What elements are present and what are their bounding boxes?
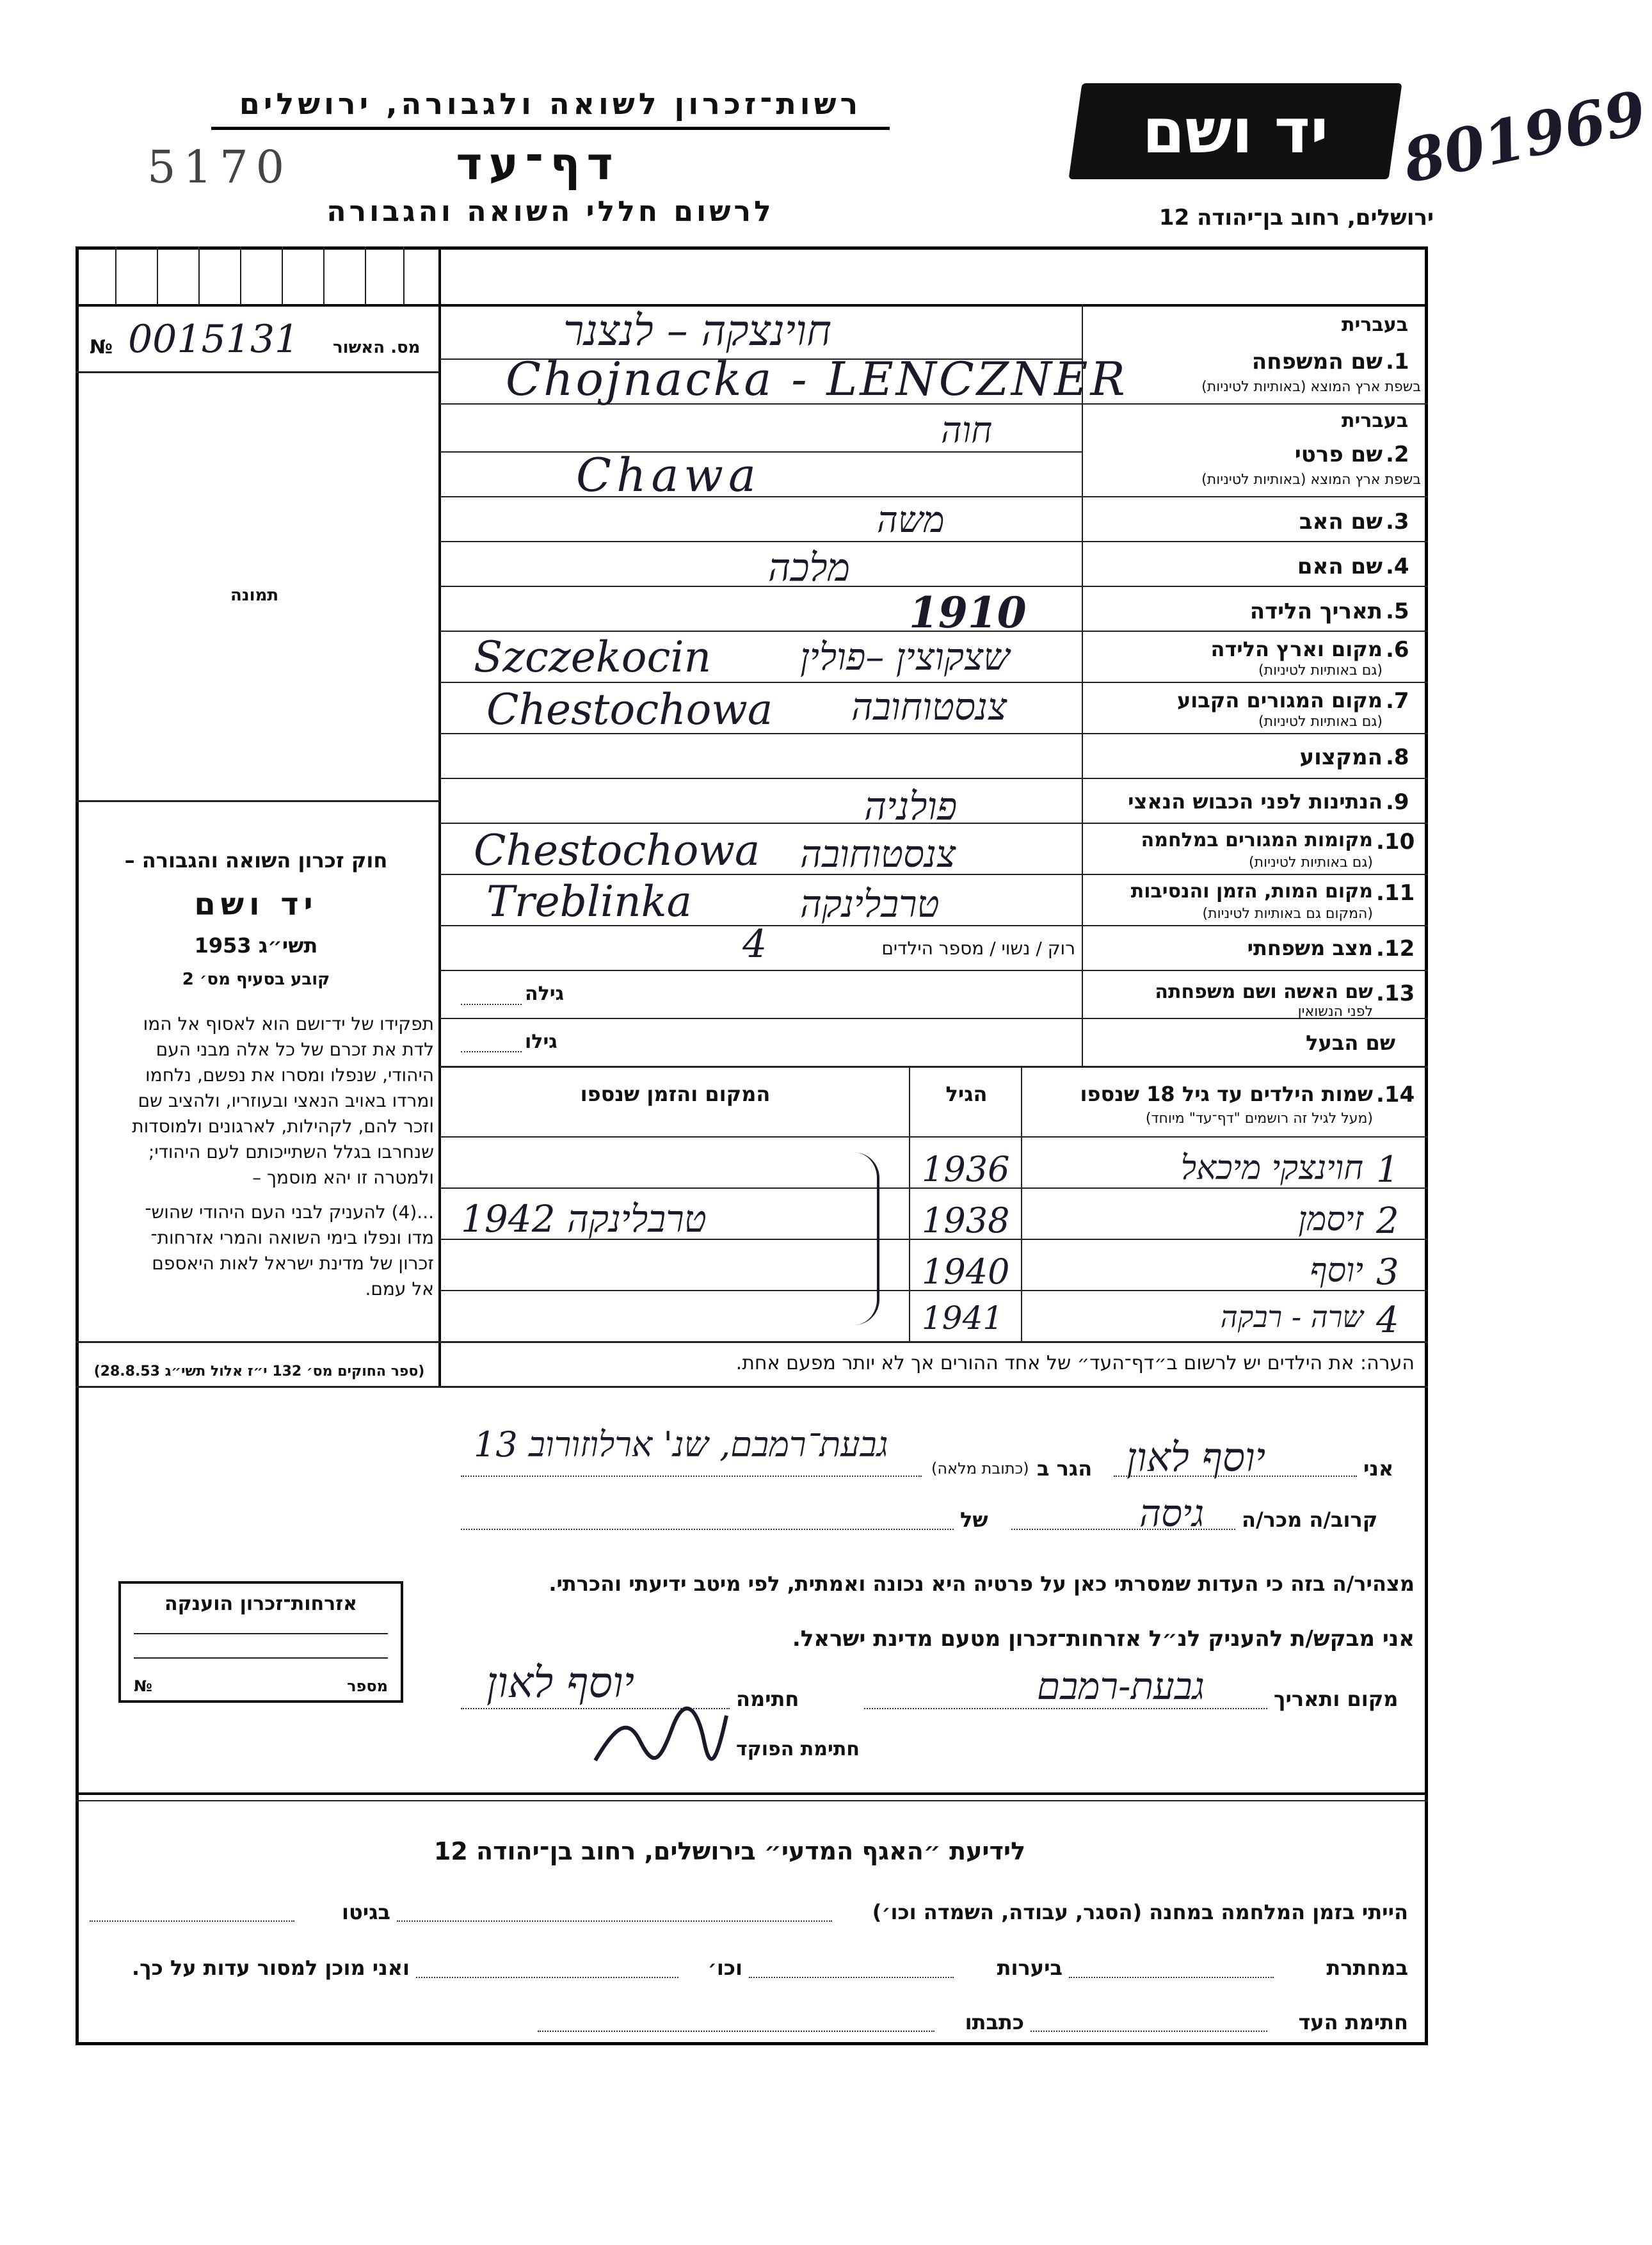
child-3-year: 1940 bbox=[922, 1251, 1010, 1292]
strip-box-4 bbox=[240, 246, 241, 304]
children-title: שמות הילדים עד גיל 18 שנספו bbox=[1080, 1082, 1373, 1106]
wartime-residence-he: צנסטוחובה bbox=[800, 832, 956, 876]
field-10-sub: (גם באותיות לטיניות) bbox=[1249, 855, 1373, 871]
footer-line2-dots-a bbox=[1069, 1977, 1274, 1978]
footer-line1-dots-b bbox=[90, 1920, 294, 1922]
law-clause: קובע בסעיף מס׳ 2 bbox=[182, 970, 330, 989]
footer-line3-dots-a bbox=[1030, 2031, 1267, 2032]
law-line: היהודי, שנפלו ומסרו את נפשם, נלחמו bbox=[145, 1065, 434, 1086]
signature-value: יוסף לאון bbox=[486, 1658, 635, 1707]
footer-top-line bbox=[76, 1792, 1428, 1795]
handwritten-number: 801969 bbox=[1397, 77, 1652, 197]
form-subtitle: לרשום חללי השואה והגבורה bbox=[326, 195, 774, 228]
residence-he: צנסטוחובה bbox=[851, 685, 1007, 728]
field-5-label: תאריך הלידה bbox=[1249, 599, 1383, 624]
place-date-dots bbox=[864, 1708, 1267, 1709]
footer-top-line-2 bbox=[76, 1800, 1428, 1801]
law-line: ...(4) להעניק לבני העם היהודי שהוש־ bbox=[145, 1202, 434, 1223]
husband-label: שם הבעל bbox=[1306, 1031, 1395, 1055]
field-4-num: 4. bbox=[1386, 554, 1409, 579]
left-col-divider bbox=[438, 246, 441, 1386]
logo-text: יד ושם bbox=[1142, 95, 1329, 167]
field-1-sub-b: בשפת ארץ המוצא (באותיות לטיניות) bbox=[1201, 379, 1421, 395]
field-3-label: שם האב bbox=[1299, 509, 1383, 535]
stamp-number: 5170 bbox=[147, 141, 293, 193]
place-date-value: גבעת-רמבם bbox=[1037, 1664, 1205, 1708]
footer-line3-a: חתימת העד bbox=[1298, 2010, 1408, 2034]
label-col-divider bbox=[1082, 304, 1083, 1066]
footer-line2-dots-c bbox=[416, 1977, 678, 1978]
field-11-num: 11. bbox=[1376, 880, 1415, 906]
death-place-lat: Treblinka bbox=[486, 877, 692, 926]
death-place-he: טרבלינקה bbox=[800, 882, 940, 926]
law-line: שנחרבו בגלל השתייכותם לעם היהודי; bbox=[148, 1141, 434, 1163]
children-brace bbox=[851, 1152, 879, 1325]
field-9-label: הנתינות לפני הכבוש הנאצי bbox=[1128, 789, 1383, 814]
field-7-label: מקום המגורים הקבוע bbox=[1176, 688, 1383, 712]
row-line-13 bbox=[440, 1066, 1428, 1068]
child-4-name: שרה - רבקה bbox=[1220, 1300, 1363, 1334]
law-text bbox=[82, 1011, 434, 1302]
citizenship-box-line-1 bbox=[134, 1633, 388, 1634]
address-value: גבעת־רמבם, שנ' ארלוזורוב 13 bbox=[474, 1424, 888, 1465]
field-6-sub: (גם באותיות לטיניות) bbox=[1258, 663, 1383, 679]
child-4-year: 1941 bbox=[922, 1300, 1004, 1337]
child-1-idx: 1 bbox=[1376, 1149, 1399, 1191]
strip-box-8 bbox=[403, 246, 405, 304]
field-11-label: מקום המות, הזמן והנסיבות bbox=[1130, 880, 1373, 903]
children-col-age: הגיל bbox=[945, 1082, 988, 1106]
wartime-residence-lat: Chestochowa bbox=[474, 826, 760, 875]
request-text: אני מבקש/ת להעניק לנ״ל אזרחות־זכרון מטעם מדינת ישראל. bbox=[792, 1626, 1415, 1652]
law-line: אל עמם. bbox=[365, 1278, 434, 1300]
child-3-idx: 3 bbox=[1376, 1251, 1399, 1293]
approval-value: 0015131 bbox=[128, 317, 300, 362]
field-10-label: מקומות המגורים במלחמה bbox=[1141, 829, 1373, 851]
signature-label: חתימה bbox=[736, 1687, 799, 1711]
field-13-sub: לפני הנשואין bbox=[1297, 1004, 1373, 1020]
field-5-num: 5. bbox=[1386, 599, 1409, 624]
field-10-num: 10. bbox=[1376, 829, 1415, 855]
citizenship-box-title: אזרחות־זכרון הוענקה bbox=[164, 1593, 358, 1615]
field-8-label: המקצוע bbox=[1299, 744, 1383, 770]
children-bottom bbox=[76, 1341, 1428, 1343]
birthdate-value: 1910 bbox=[909, 588, 1027, 638]
field-3-num: 3. bbox=[1386, 509, 1409, 535]
footer-line2-dots-b bbox=[749, 1977, 954, 1978]
children-col-age-right bbox=[1021, 1066, 1022, 1341]
husband-age-label: גילו bbox=[525, 1031, 557, 1053]
field-13-num: 13. bbox=[1376, 981, 1415, 1006]
approval-line bbox=[76, 371, 440, 373]
mother-value: מלכה bbox=[768, 545, 851, 590]
footer-line2-d: ואני מוכן למסור עדות על כך. bbox=[131, 1956, 410, 1980]
declare-text: מצהיר/ה בזה כי העדות שמסרתי כאן על פרטיה היא נכונה ואמתית, לפי מיטב ידיעתי והכרתי. bbox=[549, 1572, 1415, 1596]
law-line: וזכר להם, לקהילות, לארגונים ולמוסדות bbox=[132, 1116, 434, 1137]
field-12-options: רוק / נשוי / מספר הילדים bbox=[881, 938, 1075, 959]
footer-line1-b: בגיטו bbox=[342, 1900, 390, 1924]
strip-box-2 bbox=[157, 246, 158, 304]
note-bottom bbox=[76, 1386, 1428, 1388]
field-12-label: מצב משפחתי bbox=[1247, 936, 1373, 960]
resident-label: הגר ב bbox=[1037, 1456, 1093, 1481]
strip-box-7 bbox=[365, 246, 366, 304]
law-line: ולמטרה זו יהא מוסמך – bbox=[252, 1167, 434, 1188]
strip-box-6 bbox=[323, 246, 325, 304]
field-2-label: שם פרטי bbox=[1294, 442, 1383, 467]
authority-underline bbox=[211, 127, 890, 130]
wife-age-dots bbox=[461, 1004, 522, 1005]
yad-vashem-logo bbox=[1068, 83, 1402, 179]
field-1-label: שם המשפחה bbox=[1251, 349, 1383, 374]
birthplace-he: שצקוצין –פולין bbox=[800, 635, 1010, 679]
children-sub: (מעל לגיל זה רושמים "דף־עד" מיוחד) bbox=[1145, 1111, 1373, 1127]
child-2-idx: 2 bbox=[1376, 1200, 1399, 1242]
header-address: ירושלים, רחוב בן־יהודה 12 bbox=[1159, 205, 1434, 230]
officer-signature bbox=[589, 1703, 730, 1773]
firstname-he: חוה bbox=[941, 410, 993, 451]
law-ref: (ספר החוקים מס׳ 132 י״ז אלול תשי״ג 28.8.53) bbox=[93, 1364, 425, 1380]
row-line-12 bbox=[440, 970, 1428, 971]
row-line-8 bbox=[440, 778, 1428, 779]
field-2-num: 2. bbox=[1386, 442, 1409, 467]
law-name: יד ושם bbox=[194, 887, 318, 922]
citizenship-box bbox=[118, 1581, 403, 1703]
law-title: חוק זכרון השואה והגבורה – bbox=[124, 848, 388, 873]
i-value: יוסף לאון bbox=[1127, 1434, 1266, 1481]
approval-no-label: № bbox=[90, 336, 113, 358]
law-line: ומרדו באויב הנאצי ובעוזריו, ולהציב שם bbox=[138, 1090, 434, 1111]
surname-he: חוינצקה – לנצנר bbox=[563, 306, 832, 355]
field-1-sub-a: בעברית bbox=[1342, 314, 1408, 336]
officer-label: חתימת הפוקד bbox=[736, 1738, 860, 1760]
footer-line2-a: במחתרת bbox=[1326, 1956, 1408, 1980]
resident-hint: (כתובת מלאה) bbox=[931, 1460, 1029, 1477]
child-1-year: 1936 bbox=[922, 1149, 1010, 1189]
law-year: תשי״ג 1953 bbox=[194, 933, 318, 958]
row-line-4 bbox=[440, 586, 1428, 587]
law-line: מדו ונפלו בימי השואה והמרי אזרחות־ bbox=[150, 1227, 434, 1248]
row-line-6 bbox=[440, 682, 1428, 683]
law-line: זכרון של מדינת ישראל לאות היאספם bbox=[152, 1253, 434, 1274]
residence-lat: Chestochowa bbox=[486, 685, 773, 734]
field-11-sub: (המקום גם באותיות לטיניות) bbox=[1202, 906, 1373, 922]
place-date-label: מקום ותאריך bbox=[1274, 1687, 1399, 1711]
of-label: של bbox=[960, 1508, 988, 1532]
form-title: דף־עד bbox=[456, 138, 620, 190]
footer-line3-b: כתבתו bbox=[965, 2010, 1024, 2034]
footer-line2-b: ביערות bbox=[997, 1956, 1063, 1980]
child-3-name: יוסף bbox=[1310, 1251, 1363, 1290]
children-place-value: טרבלינקה 1942 bbox=[461, 1197, 707, 1241]
field-1-num: 1. bbox=[1386, 349, 1409, 374]
footer-line1-a: הייתי בזמן המלחמה במחנה (הסגר, עבודה, השמדה וכו׳) bbox=[872, 1900, 1408, 1924]
strip-box-1 bbox=[115, 246, 116, 304]
authority-title: רשות־זכרון לשואה ולגבורה, ירושלים bbox=[239, 86, 862, 121]
husband-age-dots bbox=[461, 1051, 522, 1052]
field-2-sub-b: בשפת ארץ המוצא (באותיות לטיניות) bbox=[1201, 472, 1421, 488]
field-8-num: 8. bbox=[1386, 744, 1409, 770]
law-line: תפקידו של יד־ושם הוא לאסוף אל המו bbox=[143, 1013, 434, 1034]
footer-line3-dots-b bbox=[538, 2031, 934, 2032]
photo-bottom bbox=[76, 800, 440, 802]
footer-line2-c: וכו׳ bbox=[707, 1956, 742, 1980]
citizenship-box-number: מספר bbox=[347, 1677, 388, 1695]
child-4-idx: 4 bbox=[1376, 1300, 1399, 1341]
photo-label: תמונה bbox=[230, 586, 279, 605]
field-6-num: 6. bbox=[1386, 637, 1409, 663]
strip-box-3 bbox=[198, 246, 200, 304]
children-col-place: המקום והזמן שנספו bbox=[580, 1082, 771, 1106]
surname-lat: Chojnacka - LENCZNER bbox=[506, 352, 1128, 406]
children-header-line bbox=[440, 1136, 1428, 1138]
approval-label: מס. האשור bbox=[333, 338, 421, 357]
children-note: הערה: את הילדים יש לרשום ב״דף־העד״ של אחד ההורים אך לא יותר מפעם אחת. bbox=[735, 1352, 1415, 1374]
footer-line1-dots-a bbox=[397, 1920, 832, 1922]
wife-age-label: גילה bbox=[525, 983, 564, 1005]
of-dots bbox=[461, 1529, 954, 1530]
field-12-num: 12. bbox=[1376, 936, 1415, 962]
field-6-label: מקום וארץ הלידה bbox=[1210, 637, 1383, 661]
father-value: משה bbox=[877, 499, 945, 541]
children-col-age-left bbox=[909, 1066, 910, 1341]
relation-label: קרוב/ה מכר/ה bbox=[1242, 1508, 1378, 1532]
field-12-value: 4 bbox=[742, 922, 767, 967]
children-num: 14. bbox=[1376, 1082, 1415, 1107]
footer-title: לידיעת ״האגף המדעי״ בירושלים, רחוב בן־יהודה 12 bbox=[433, 1837, 1026, 1865]
birthplace-lat: Szczekocin bbox=[474, 632, 712, 682]
field-13-label: שם האשה ושם משפחתה bbox=[1155, 981, 1373, 1003]
field-7-num: 7. bbox=[1386, 688, 1409, 714]
field-2-sub-a: בעברית bbox=[1342, 410, 1408, 432]
relation-value: גיסה bbox=[1139, 1492, 1205, 1535]
i-label: אני bbox=[1363, 1456, 1394, 1481]
address-dots bbox=[461, 1476, 922, 1477]
citizenship-box-line-2 bbox=[134, 1657, 388, 1659]
firstname-lat: Chawa bbox=[576, 448, 761, 502]
row-line-3 bbox=[440, 541, 1428, 542]
citizenship-box-no: № bbox=[134, 1677, 152, 1695]
field-9-num: 9. bbox=[1386, 789, 1409, 815]
nationality-value: פולניה bbox=[864, 784, 958, 829]
law-line: לדת את זכרם של כל אלה מבני העם bbox=[156, 1039, 434, 1060]
field-7-sub: (גם באותיות לטיניות) bbox=[1258, 714, 1383, 730]
child-2-year: 1938 bbox=[922, 1200, 1010, 1241]
strip-box-5 bbox=[282, 246, 283, 304]
child-1-name: חוינצקי מיכאל bbox=[1180, 1149, 1363, 1187]
child-2-name: זיסמן bbox=[1298, 1200, 1363, 1239]
field-4-label: שם האם bbox=[1297, 554, 1383, 579]
